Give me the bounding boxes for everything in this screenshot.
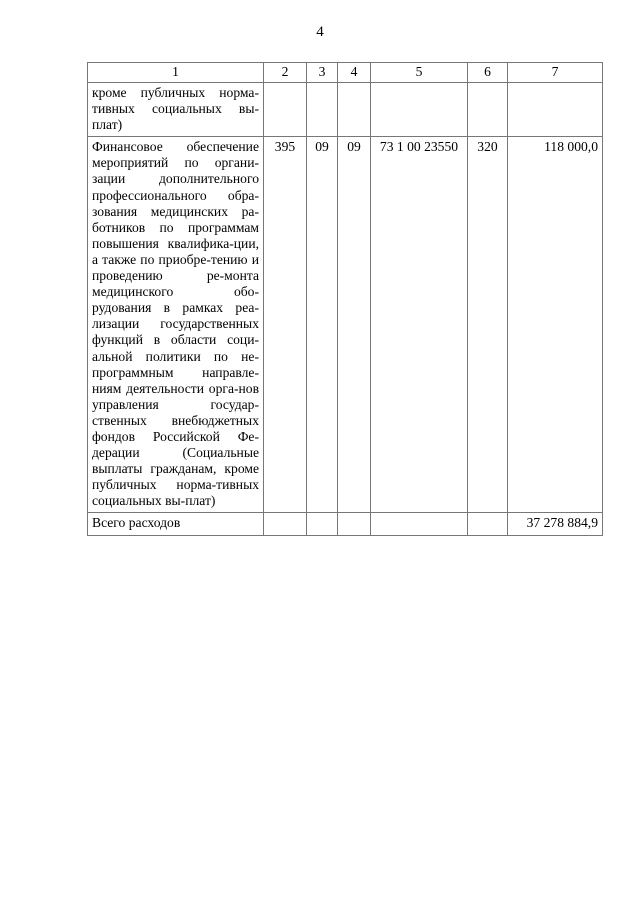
expenditure-table xyxy=(87,62,603,536)
row-pr xyxy=(338,513,371,535)
row-sum: 37 278 884,9 xyxy=(508,513,603,535)
page-number: 4 xyxy=(316,24,324,40)
row-sum xyxy=(508,83,603,137)
table-header-row xyxy=(88,63,603,83)
table-row xyxy=(88,137,603,513)
row-vr: 320 xyxy=(468,137,508,513)
row-vr xyxy=(468,83,508,137)
table-row xyxy=(88,83,603,137)
column-header: 3 xyxy=(307,63,338,83)
row-vr xyxy=(468,513,508,535)
row-name: кроме публичных норма-тивных социальных вы-плат) xyxy=(88,83,264,137)
column-header: 6 xyxy=(468,63,508,83)
row-csr: 73 1 00 23550 xyxy=(371,137,468,513)
table-row-total xyxy=(88,513,603,535)
column-header: 5 xyxy=(371,63,468,83)
row-csr xyxy=(371,83,468,137)
column-header: 1 xyxy=(88,63,264,83)
column-header: 4 xyxy=(338,63,371,83)
row-grbs xyxy=(264,513,307,535)
row-csr xyxy=(371,513,468,535)
column-header: 7 xyxy=(508,63,603,83)
row-grbs xyxy=(264,83,307,137)
row-name: Всего расходов xyxy=(88,513,264,535)
row-rz: 09 xyxy=(307,137,338,513)
row-pr xyxy=(338,83,371,137)
row-grbs: 395 xyxy=(264,137,307,513)
row-rz xyxy=(307,83,338,137)
row-name: Финансовое обеспечение мероприятий по органи-зации дополнительного профессионального обра-зования медицинских ра-ботников по программам повышения квалифика-ции, а также по приобре-тению и проведению ре-монта медицинского обо-рудования в рамках реа-лизации государственных функций в области соци-альной политики по не-программным направле-ниям деятельности орга-нов управления государ-ственных внебюджетных фондов Российской Фе-дерации (Социальные выплаты гражданам, кроме публичных норма-тивных социальных вы-плат) xyxy=(88,137,264,513)
row-sum: 118 000,0 xyxy=(508,137,603,513)
row-pr: 09 xyxy=(338,137,371,513)
row-rz xyxy=(307,513,338,535)
column-header: 2 xyxy=(264,63,307,83)
